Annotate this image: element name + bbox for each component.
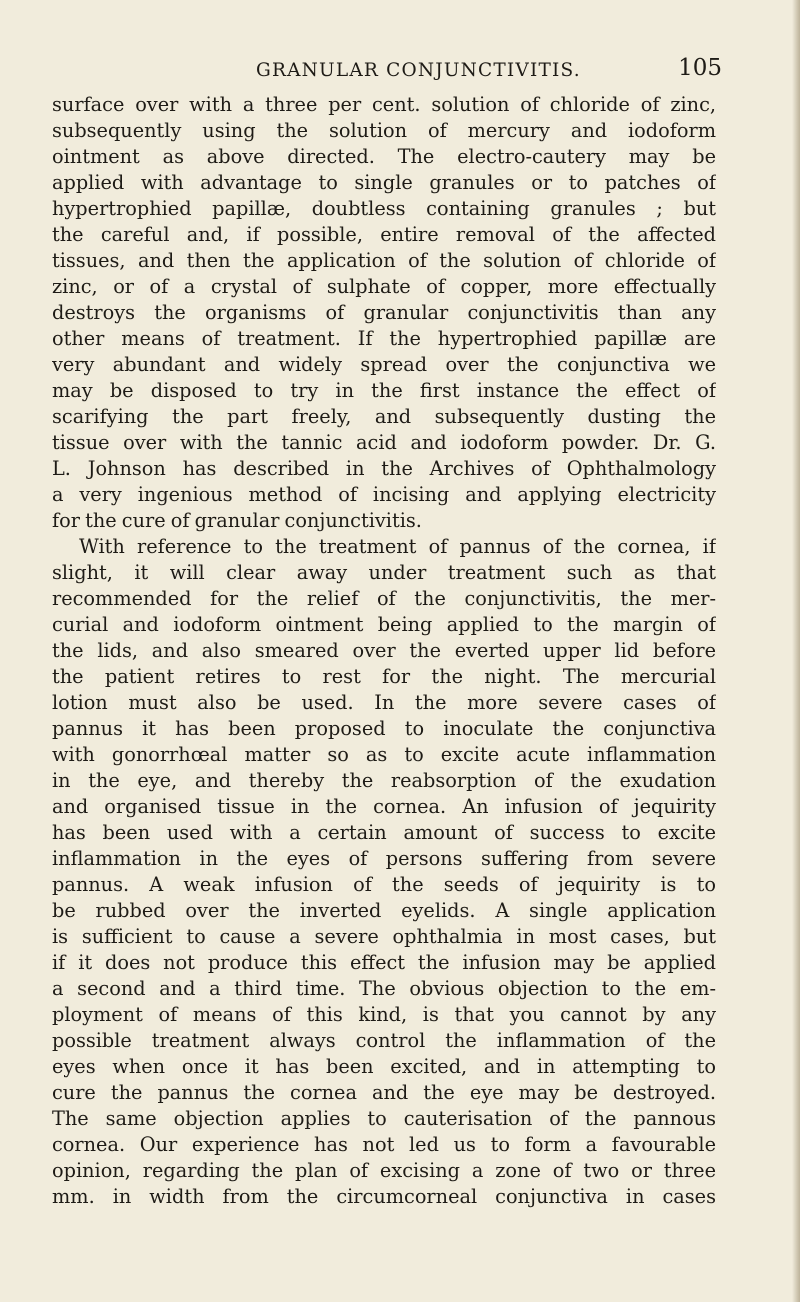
text-line: inflammation in the eyes of persons suffering from severe (52, 847, 716, 870)
text-line: cure the pannus the cornea and the eye may be destroyed. (52, 1081, 716, 1104)
text-line: applied with advantage to single granules or to patches of (52, 171, 716, 194)
text-line: L. Johnson has described in the Archives of Ophthalmology (52, 457, 716, 480)
text-line: lotion must also be used. In the more severe cases of (52, 691, 716, 714)
text-line: with gonorrhœal matter so as to excite acute inflammation (52, 743, 716, 766)
text-line: ointment as above directed. The electro-cautery may be (52, 145, 716, 168)
text-line: has been used with a certain amount of success to excite (52, 821, 716, 844)
text-line: possible treatment always control the inflammation of the (52, 1029, 716, 1052)
running-head: GRANULAR CONJUNCTIVITIS. (256, 60, 581, 81)
text-line: the lids, and also smeared over the everted upper lid before (52, 639, 716, 662)
text-line: a second and a third time. The obvious objection to the em- (52, 977, 716, 1000)
text-line: in the eye, and thereby the reabsorption of the exudation (52, 769, 716, 792)
text-line: the patient retires to rest for the night. The mercurial (52, 665, 716, 688)
text-line: zinc, or of a crystal of sulphate of copper, more effectually (52, 275, 716, 298)
text-line: a very ingenious method of incising and applying electricity (52, 483, 716, 506)
page-edge-shadow (792, 0, 800, 1302)
text-line: curial and iodoform ointment being applied to the margin of (52, 613, 716, 636)
text-line: pannus. A weak infusion of the seeds of jequirity is to (52, 873, 716, 896)
text-line: very abundant and widely spread over the conjunctiva we (52, 353, 716, 376)
text-line: tissues, and then the application of the solution of chloride of (52, 249, 716, 272)
text-line: cornea. Our experience has not led us to form a favourable (52, 1133, 716, 1156)
page-number: 105 (678, 55, 722, 81)
text-line: hypertrophied papillæ, doubtless containing granules ; but (52, 197, 716, 220)
text-line: tissue over with the tannic acid and iodoform powder. Dr. G. (52, 431, 716, 454)
text-line: and organised tissue in the cornea. An infusion of jequirity (52, 795, 716, 818)
text-line: be rubbed over the inverted eyelids. A single application (52, 899, 716, 922)
text-line: mm. in width from the circumcorneal conjunctiva in cases (52, 1185, 716, 1208)
text-line: for the cure of granular conjunctivitis. (52, 509, 422, 532)
page-header (52, 55, 722, 88)
text-line: may be disposed to try in the first instance the effect of (52, 379, 716, 402)
text-line: pannus it has been proposed to inoculate the conjunctiva (52, 717, 716, 740)
text-line: if it does not produce this effect the infusion may be applied (52, 951, 716, 974)
paragraph-start-line: With reference to the treatment of pannus of the cornea, if (79, 535, 716, 558)
text-line: is sufficient to cause a severe ophthalmia in most cases, but (52, 925, 716, 948)
text-line: slight, it will clear away under treatment such as that (52, 561, 716, 584)
text-line: surface over with a three per cent. solution of chloride of zinc, (52, 93, 716, 116)
text-line: eyes when once it has been excited, and in attempting to (52, 1055, 716, 1078)
text-line: recommended for the relief of the conjunctivitis, the mer- (52, 587, 716, 610)
text-line: the careful and, if possible, entire removal of the affected (52, 223, 716, 246)
text-line: other means of treatment. If the hypertrophied papillæ are (52, 327, 716, 350)
text-line: The same objection applies to cauterisation of the pannous (52, 1107, 716, 1130)
text-line: subsequently using the solution of mercury and iodoform (52, 119, 716, 142)
text-line: ployment of means of this kind, is that you cannot by any (52, 1003, 716, 1026)
text-line: scarifying the part freely, and subsequently dusting the (52, 405, 716, 428)
text-line: opinion, regarding the plan of excising a zone of two or three (52, 1159, 716, 1182)
body-text (52, 92, 716, 1210)
text-line: destroys the organisms of granular conjunctivitis than any (52, 301, 716, 324)
